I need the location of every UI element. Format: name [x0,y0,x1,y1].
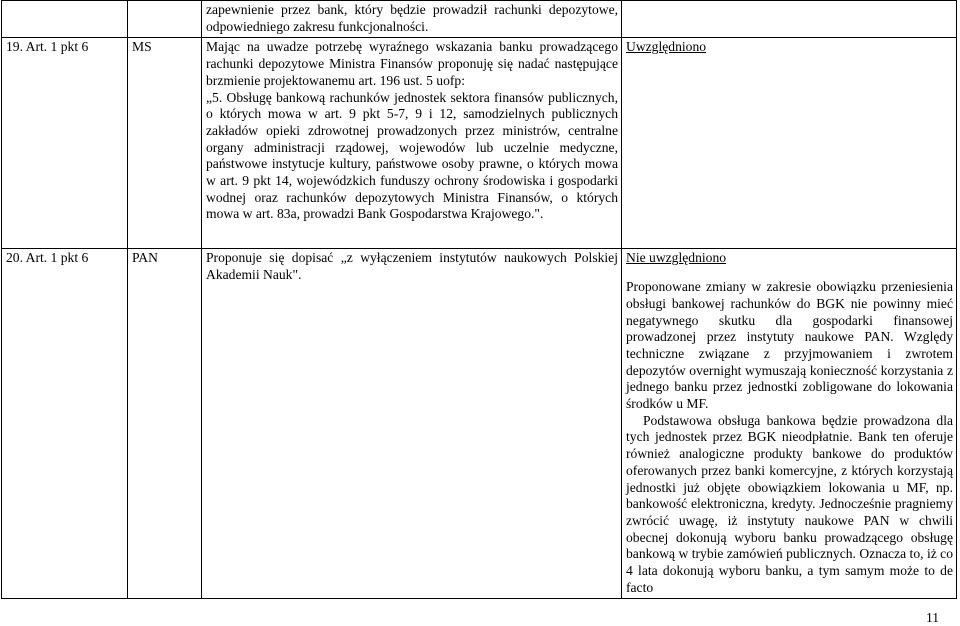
table-row [2,249,957,599]
page-number: 11 [926,610,940,625]
proposal-quote: „5. Obsługę bankową rachunków jednostek sektora finansów publicznych, o których mowa w art. 9 pkt 5-7, 9 i 12, samodzielnych publicznych zakładów opieki zdrowotnej prowadzonych przez ministrów, centralne organy administracji rządowej, wojewodów lub uczelnie medyczne, państwowe instytucje kultury, państwowe osoby prawne, o których mowa w art. 9 pkt 14, wojewódzkich funduszy ochrony środowiska i gospodarki wodnej oraz rachunków depozytowych Ministra Finansów, o których mowa w art. 83a, prowadzi Bank Gospodarstwa Krajowego.". [206,89,618,222]
reply-paragraph: Podstawowa obsługa bankowa będzie prowadzona dla tych jednostek przez BGK nieodpłatnie. Bank ten oferuje również analogiczne produkty bankowe do produktów oferowanych przez banki komercyjne, z których korzystają jednostki już objęte obowiązkiem lokowania u MF, np. bankowość elektroniczna, kredyty. Jednocześnie pragniemy zwrócić uwagę, iż instytuty naukowe PAN w chwili obecnej dokonują wyboru banku prowadzącego obsługę bankową w trybie zamówień publicznych. Oznacza to, iż co 4 lata dokonują wyboru banku, a tym samym może to de facto [626,412,953,595]
proposal-text: zapewnienie przez bank, który będzie prowadził rachunki depozytowe, odpowiedniego zakresu funkcjonalności. [206,2,618,34]
cell-no: 20. Art. 1 pkt 6 [2,249,128,599]
cell-reply [622,249,957,599]
cell-proposal [202,1,622,38]
cell-proposal [202,38,622,249]
cell-author: PAN [128,249,202,599]
verdict-rejected: Nie uwzględniono [626,250,727,266]
table-row-continued [2,1,957,38]
reply-paragraph: Proponowane zmiany w zakresie obowiązku przeniesienia obsługi bankowej rachunków do BGK nie powinny mieć negatywnego skutku dla gospodarki finansowej prowadzonej przez instytuty naukowe PAN. Względy techniczne związane z przyjmowaniem i zwrotem depozytów overnight wymuszają konieczność korzystania z jednego banku przez jednostki zobligowane do lokowania środków u MF. [626,279,953,412]
cell-author [128,1,202,38]
proposal-text: Proponuje się dopisać „z wyłączeniem instytutów naukowych Polskiej Akademii Nauk". [206,250,618,283]
cell-reply [622,38,957,249]
table-row [2,38,957,249]
cell-reply [622,1,957,38]
cell-author: MS [128,38,202,249]
verdict-accepted: Uwzględniono [626,39,707,55]
comments-table [1,0,957,599]
cell-no [2,1,128,38]
cell-proposal [202,249,622,599]
cell-no: 19. Art. 1 pkt 6 [2,38,128,249]
proposal-intro: Mając na uwadze potrzebę wyraźnego wskazania banku prowadzącego rachunki depozytowe Ministra Finansów proponuję się nadać następujące brzmienie projektowanemu art. 196 ust. 5 uofp: [206,39,618,88]
